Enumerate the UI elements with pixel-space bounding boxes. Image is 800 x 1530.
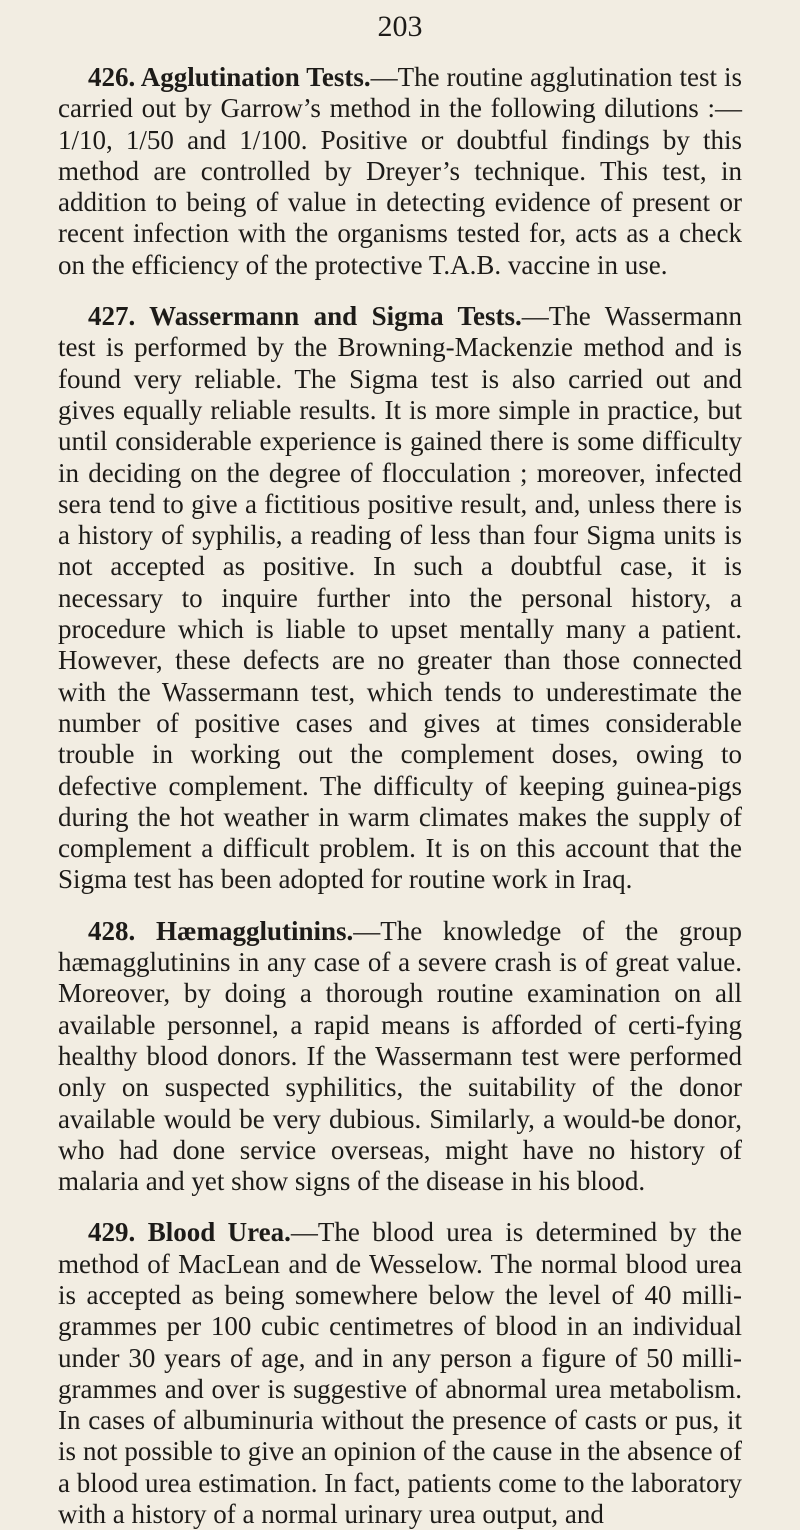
section-body: —The Wassermann test is performed by the Browning-Mackenzie method and is found very reliable. The Sigma test is also carried out and gives equally reliable results. It is more simple in practice, but until considerable experience is gained there is some difficulty in deciding on the degree of flocculation ; moreover, infected sera tend to give a fictitious positive result, and, unless there is a history of syphilis, a reading of less than four Sigma units is not accepted as positive. In such a doubtful case, it is necessary to inquire further into the personal history, a procedure which is liable to upset mentally many a patient. However, these defects are no greater than those connected with the Wassermann test, which tends to underestimate the number of positive cases and gives at times considerable trouble in working out the complement doses, owing to defective complement. The difficulty of keeping guinea-pigs during the hot weather in warm climates makes the supply of complement a difficult problem. It is on this account that the Sigma test has been adopted for routine work in Iraq. (58, 301, 742, 895)
section-429-blood-urea (58, 1217, 742, 1530)
section-heading: 429. Blood Urea. (88, 1217, 291, 1248)
section-body: —The knowledge of the group hæmagglutinins in any case of a severe crash is of great value. Moreover, by doing a thorough routine examination on all available personnel, a rapid means is afforded of certi-fying healthy blood donors. If the Wassermann test were performed only on suspected syphilitics, the suitability of the donor available would be very dubious. Similarly, a would-be donor, who had done service overseas, might have no history of malaria and yet show signs of the disease in his blood. (58, 915, 742, 1197)
section-428-haemagglutinins (58, 916, 742, 1198)
section-body: —The blood urea is determined by the method of MacLean and de Wesselow. The normal blood urea is accepted as being somewhere below the level of 40 milli-grammes per 100 cubic centimetres of blood in an individual under 30 years of age, and in any person a figure of 50 milli-grammes and over is suggestive of abnormal urea metabolism. In cases of albuminuria without the presence of casts or pus, it is not possible to give an opinion of the cause in the absence of a blood urea estimation. In fact, patients come to the laboratory with a history of a normal urinary urea output, and (58, 1217, 742, 1530)
section-heading: 427. Wassermann and Sigma Tests. (88, 301, 522, 332)
section-heading: 426. Agglutination Tests. (88, 62, 371, 92)
section-heading: 428. Hæmagglutinins. (88, 915, 354, 946)
section-426-agglutination-tests (58, 62, 742, 281)
section-427-wassermann-sigma-tests (58, 301, 742, 896)
page-number: 203 (377, 10, 423, 43)
section-body: —The routine agglutination test is carried out by Garrow’s method in the following dilutions :—1/10, 1/50 and 1/100. Positive or doubtful findings by this method are controlled by Dreyer’s technique. This test, in addition to being of value in detecting evidence of present or recent infection with the organisms tested for, acts as a check on the efficiency of the protective T.A.B. vaccine in use. (58, 62, 743, 280)
